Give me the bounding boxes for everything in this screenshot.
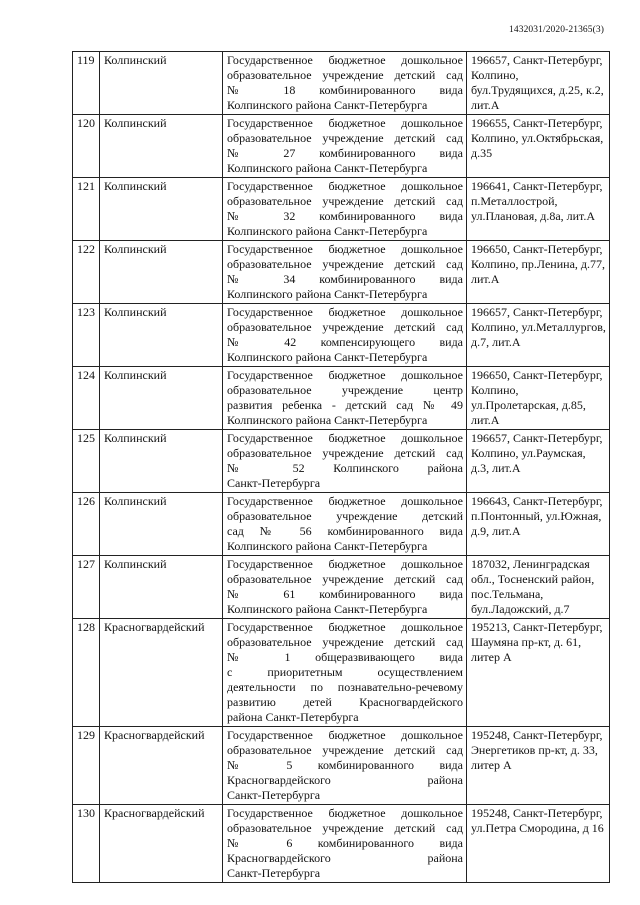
address-line: Колпино, ул.Октябрьская, bbox=[471, 131, 604, 145]
address-line: бул.Трудящихся, д.25, к.2, bbox=[471, 83, 604, 97]
table-body bbox=[73, 52, 610, 883]
institution-name-line: развитию детей Красногвардейского bbox=[227, 695, 463, 709]
institution-name-line: Государственное бюджетное дошкольное bbox=[227, 557, 463, 571]
institution-name-line: № 61 комбинированного вида bbox=[227, 587, 463, 601]
institution-name-line: Колпинского района Санкт-Петербурга bbox=[227, 413, 428, 427]
institution-name-line: Красногвардейского района bbox=[227, 851, 463, 865]
district-cell: Колпинский bbox=[100, 241, 223, 304]
address-cell bbox=[467, 619, 610, 727]
table-row bbox=[73, 367, 610, 430]
document-number: 1432031/2020-21365(3) bbox=[509, 25, 604, 35]
row-number: 129 bbox=[73, 727, 100, 805]
address-line: Колпино, пр.Ленина, д.77, bbox=[471, 257, 606, 271]
table-row bbox=[73, 178, 610, 241]
address-line: пос.Тельмана, bbox=[471, 587, 544, 601]
row-number: 119 bbox=[73, 52, 100, 115]
institution-name-line: образовательное учреждение центр bbox=[227, 383, 463, 397]
district-cell: Красногвардейский bbox=[100, 727, 223, 805]
address-line: лит.А bbox=[471, 98, 500, 112]
institution-name-line: № 34 комбинированного вида bbox=[227, 272, 463, 286]
institution-name-line: Государственное бюджетное дошкольное bbox=[227, 53, 463, 67]
row-number: 122 bbox=[73, 241, 100, 304]
institution-name-line: Колпинского района Санкт-Петербурга bbox=[227, 287, 428, 301]
institution-name-line: № 6 комбинированного вида bbox=[227, 836, 463, 850]
institution-name-cell bbox=[223, 805, 467, 883]
address-line: лит.А bbox=[471, 272, 500, 286]
address-line: д.3, лит.А bbox=[471, 461, 521, 475]
institution-name-line: Красногвардейского района bbox=[227, 773, 463, 787]
address-line: литер А bbox=[471, 650, 512, 664]
address-line: Шаумяна пр-кт, д. 61, bbox=[471, 635, 582, 649]
institution-name-line: Государственное бюджетное дошкольное bbox=[227, 494, 463, 508]
address-line: Колпино, bbox=[471, 68, 519, 82]
institution-name-line: Колпинского района Санкт-Петербурга bbox=[227, 539, 428, 553]
institution-name-line: с приоритетным осуществлением bbox=[227, 665, 463, 679]
address-line: д.7, лит.А bbox=[471, 335, 521, 349]
address-cell bbox=[467, 304, 610, 367]
institution-name-line: района Санкт-Петербурга bbox=[227, 710, 359, 724]
institution-name-line: Государственное бюджетное дошкольное bbox=[227, 728, 463, 742]
institution-name-line: образовательное учреждение детский сад bbox=[227, 131, 463, 145]
institution-name-line: образовательное учреждение детский сад bbox=[227, 572, 463, 586]
institution-name-line: образовательное учреждение детский сад bbox=[227, 821, 463, 835]
institution-name-line: образовательное учреждение детский сад bbox=[227, 194, 463, 208]
institution-name-line: № 18 комбинированного вида bbox=[227, 83, 463, 97]
row-number: 130 bbox=[73, 805, 100, 883]
institution-name-cell bbox=[223, 727, 467, 805]
address-line: лит.А bbox=[471, 413, 500, 427]
institution-name-cell bbox=[223, 619, 467, 727]
institution-name-line: Государственное бюджетное дошкольное bbox=[227, 368, 463, 382]
address-line: 196655, Санкт-Петербург, bbox=[471, 116, 603, 130]
address-cell bbox=[467, 430, 610, 493]
address-line: 196657, Санкт-Петербург, bbox=[471, 53, 603, 67]
row-number: 121 bbox=[73, 178, 100, 241]
district-cell: Колпинский bbox=[100, 115, 223, 178]
address-line: 195248, Санкт-Петербург, bbox=[471, 806, 603, 820]
address-line: ул.Петра Смородина, д 16 bbox=[471, 821, 604, 835]
institution-name-cell bbox=[223, 367, 467, 430]
institution-name-line: № 27 комбинированного вида bbox=[227, 146, 463, 160]
institution-name-line: Государственное бюджетное дошкольное bbox=[227, 431, 463, 445]
institution-name-cell bbox=[223, 430, 467, 493]
institution-name-cell bbox=[223, 115, 467, 178]
table-row bbox=[73, 727, 610, 805]
address-line: 195248, Санкт-Петербург, bbox=[471, 728, 603, 742]
address-line: бул.Ладожский, д.7 bbox=[471, 602, 570, 616]
institution-name-cell bbox=[223, 304, 467, 367]
district-cell: Красногвардейский bbox=[100, 805, 223, 883]
address-line: 196643, Санкт-Петербург, bbox=[471, 494, 603, 508]
address-line: ул.Плановая, д.8а, лит.А bbox=[471, 209, 596, 223]
table-row bbox=[73, 304, 610, 367]
address-line: обл., Тосненский район, bbox=[471, 572, 595, 586]
institution-name-line: Государственное бюджетное дошкольное bbox=[227, 305, 463, 319]
institution-name-line: образовательное учреждение детский сад bbox=[227, 635, 463, 649]
institution-name-line: образовательное учреждение детский сад bbox=[227, 743, 463, 757]
institution-name-line: образовательное учреждение детский сад bbox=[227, 257, 463, 271]
row-number: 126 bbox=[73, 493, 100, 556]
table-row bbox=[73, 430, 610, 493]
address-line: д.9, лит.А bbox=[471, 524, 521, 538]
institution-name-cell bbox=[223, 178, 467, 241]
institution-name-line: образовательное учреждение детский сад bbox=[227, 446, 463, 460]
institutions-table bbox=[72, 51, 610, 883]
address-line: 196650, Санкт-Петербург, bbox=[471, 368, 603, 382]
row-number: 123 bbox=[73, 304, 100, 367]
address-line: литер А bbox=[471, 758, 512, 772]
address-line: 187032, Ленинградская bbox=[471, 557, 590, 571]
institution-name-line: № 5 комбинированного вида bbox=[227, 758, 463, 772]
institution-name-line: Государственное бюджетное дошкольное bbox=[227, 620, 463, 634]
institution-name-line: № 32 комбинированного вида bbox=[227, 209, 463, 223]
address-line: Энергетиков пр-кт, д. 33, bbox=[471, 743, 598, 757]
institution-name-line: Государственное бюджетное дошкольное bbox=[227, 116, 463, 130]
institution-name-line: сад № 56 комбинированного вида bbox=[227, 524, 463, 538]
address-cell bbox=[467, 556, 610, 619]
table-row bbox=[73, 493, 610, 556]
institution-name-line: Государственное бюджетное дошкольное bbox=[227, 179, 463, 193]
institution-name-line: Государственное бюджетное дошкольное bbox=[227, 242, 463, 256]
institution-name-cell bbox=[223, 52, 467, 115]
row-number: 125 bbox=[73, 430, 100, 493]
row-number: 127 bbox=[73, 556, 100, 619]
address-line: п.Металлострой, bbox=[471, 194, 558, 208]
address-cell bbox=[467, 727, 610, 805]
institution-name-cell bbox=[223, 493, 467, 556]
institution-name-line: № 1 общеразвивающего вида bbox=[227, 650, 463, 664]
district-cell: Колпинский bbox=[100, 304, 223, 367]
address-line: 196657, Санкт-Петербург, bbox=[471, 431, 603, 445]
district-cell: Колпинский bbox=[100, 52, 223, 115]
institution-name-line: № 42 компенсирующего вида bbox=[227, 335, 463, 349]
address-line: Колпино, bbox=[471, 383, 519, 397]
address-line: 196641, Санкт-Петербург, bbox=[471, 179, 603, 193]
table-row bbox=[73, 241, 610, 304]
address-cell bbox=[467, 241, 610, 304]
address-cell bbox=[467, 367, 610, 430]
institution-name-line: № 52 Колпинского района bbox=[227, 461, 463, 475]
institution-name-line: Санкт-Петербурга bbox=[227, 476, 321, 490]
institution-name-line: образовательное учреждение детский bbox=[227, 509, 463, 523]
district-cell: Колпинский bbox=[100, 556, 223, 619]
institution-name-line: Государственное бюджетное дошкольное bbox=[227, 806, 463, 820]
address-line: 195213, Санкт-Петербург, bbox=[471, 620, 603, 634]
address-cell bbox=[467, 52, 610, 115]
institution-name-line: Колпинского района Санкт-Петербурга bbox=[227, 98, 428, 112]
district-cell: Колпинский bbox=[100, 493, 223, 556]
address-line: Колпино, ул.Металлургов, bbox=[471, 320, 606, 334]
institution-name-line: Колпинского района Санкт-Петербурга bbox=[227, 224, 428, 238]
address-cell bbox=[467, 493, 610, 556]
row-number: 124 bbox=[73, 367, 100, 430]
institution-name-line: Колпинского района Санкт-Петербурга bbox=[227, 602, 428, 616]
address-line: 196657, Санкт-Петербург, bbox=[471, 305, 603, 319]
table-row bbox=[73, 556, 610, 619]
table-row bbox=[73, 115, 610, 178]
address-cell bbox=[467, 805, 610, 883]
address-line: Колпино, ул.Раумская, bbox=[471, 446, 586, 460]
institution-name-line: Санкт-Петербурга bbox=[227, 788, 321, 802]
district-cell: Колпинский bbox=[100, 430, 223, 493]
institution-name-cell bbox=[223, 556, 467, 619]
table-row bbox=[73, 52, 610, 115]
institution-name-line: развития ребенка - детский сад № 49 bbox=[227, 398, 463, 412]
institution-name-cell bbox=[223, 241, 467, 304]
district-cell: Колпинский bbox=[100, 367, 223, 430]
institution-name-line: Колпинского района Санкт-Петербурга bbox=[227, 350, 428, 364]
address-cell bbox=[467, 178, 610, 241]
institution-name-line: Колпинского района Санкт-Петербурга bbox=[227, 161, 428, 175]
table-row bbox=[73, 619, 610, 727]
row-number: 128 bbox=[73, 619, 100, 727]
address-line: ул.Пролетарская, д.85, bbox=[471, 398, 586, 412]
address-cell bbox=[467, 115, 610, 178]
address-line: д.35 bbox=[471, 146, 493, 160]
address-line: 196650, Санкт-Петербург, bbox=[471, 242, 603, 256]
table-row bbox=[73, 805, 610, 883]
institution-name-line: образовательное учреждение детский сад bbox=[227, 320, 463, 334]
district-cell: Колпинский bbox=[100, 178, 223, 241]
institution-name-line: образовательное учреждение детский сад bbox=[227, 68, 463, 82]
institution-name-line: Санкт-Петербурга bbox=[227, 866, 321, 880]
district-cell: Красногвардейский bbox=[100, 619, 223, 727]
address-line: п.Понтонный, ул.Южная, bbox=[471, 509, 602, 523]
row-number: 120 bbox=[73, 115, 100, 178]
institution-name-line: деятельности по познавательно-речевому bbox=[227, 680, 463, 694]
